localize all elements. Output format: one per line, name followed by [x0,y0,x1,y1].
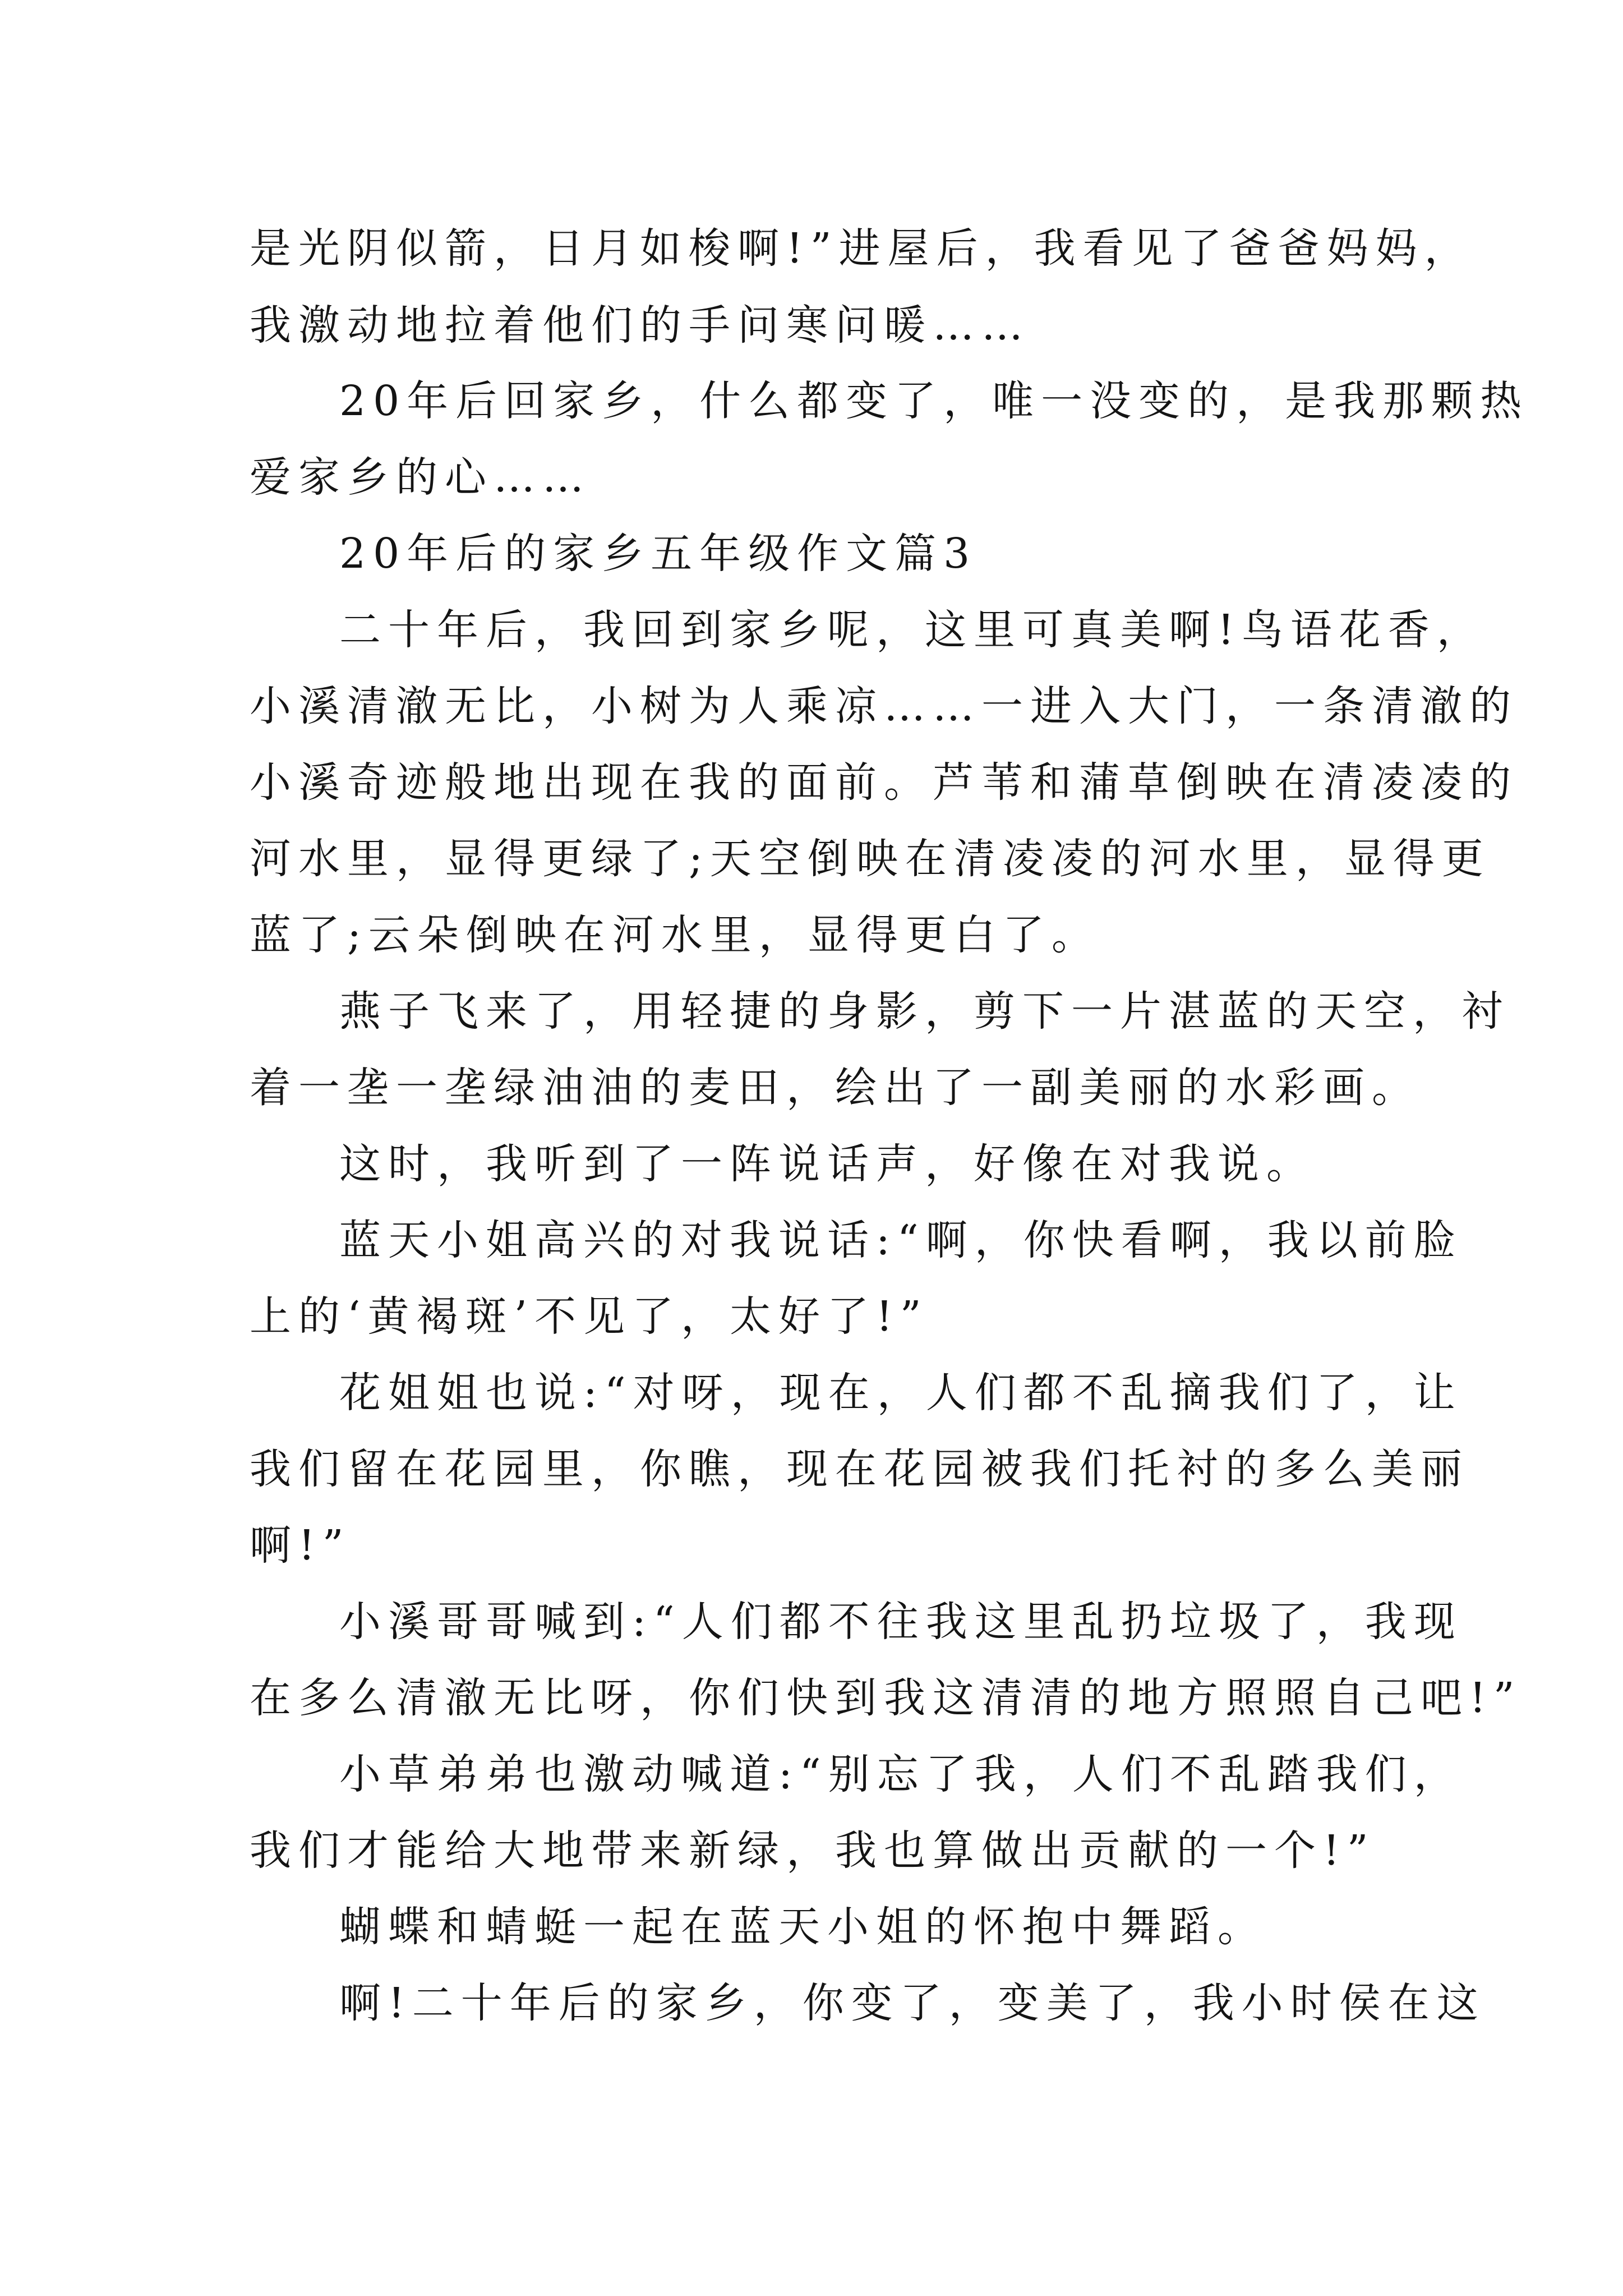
text-line: 我们留在花园里，你瞧，现在花园被我们托衬的多么美丽 [250,1445,1469,1493]
text-line: 蓝了;云朵倒映在河水里，显得更白了。 [250,911,1100,959]
text-line: 啊!” [250,1521,351,1570]
text-line: 爱家乡的心…… [250,453,591,501]
text-line: 花姐姐也说:“对呀，现在，人们都不乱摘我们了，让 [339,1369,1463,1417]
section-heading: 20年后的家乡五年级作文篇3 [339,530,978,578]
text-line: 20年后回家乡，什么都变了，唯一没变的，是我那颗热 [339,377,1529,425]
text-line: 是光阴似箭，日月如梭啊!”进屋后，我看见了爸爸妈妈， [250,224,1473,273]
text-line: 小溪哥哥喊到:“人们都不往我这里乱扔垃圾了，我现 [339,1598,1463,1646]
text-line: 小溪奇迹般地出现在我的面前。芦苇和蒲草倒映在清凌凌的 [250,758,1518,807]
text-line: 这时，我听到了一阵说话声，好像在对我说。 [339,1140,1315,1188]
text-line: 小草弟弟也激动喊道:“别忘了我，人们不乱踏我们， [339,1750,1463,1798]
text-line: 蝴蝶和蜻蜓一起在蓝天小姐的怀抱中舞蹈。 [339,1903,1266,1951]
text-line: 着一垄一垄绿油油的麦田，绘出了一副美丽的水彩画。 [250,1064,1421,1112]
text-line: 我们才能给大地带来新绿，我也算做出贡献的一个!” [250,1826,1376,1875]
text-line: 蓝天小姐高兴的对我说话:“啊，你快看啊，我以前脸 [339,1216,1463,1264]
text-line: 在多么清澈无比呀，你们快到我这清清的地方照照自己吧!” [250,1674,1522,1722]
text-line: 小溪清澈无比，小树为人乘凉……一进入大门，一条清澈的 [250,682,1518,730]
text-line: 上的‘黄褐斑’不见了，太好了!” [250,1292,929,1341]
text-line: 河水里，显得更绿了;天空倒映在清凌凌的河水里，显得更 [250,835,1491,883]
text-line: 燕子飞来了，用轻捷的身影，剪下一片湛蓝的天空，衬 [339,987,1510,1036]
text-line: 啊!二十年后的家乡，你变了，变美了，我小时侯在这 [339,1979,1486,2027]
text-line: 我激动地拉着他们的手问寒问暖…… [250,301,1030,349]
text-line: 二十年后，我回到家乡呢，这里可真美啊!鸟语花香， [339,606,1486,654]
